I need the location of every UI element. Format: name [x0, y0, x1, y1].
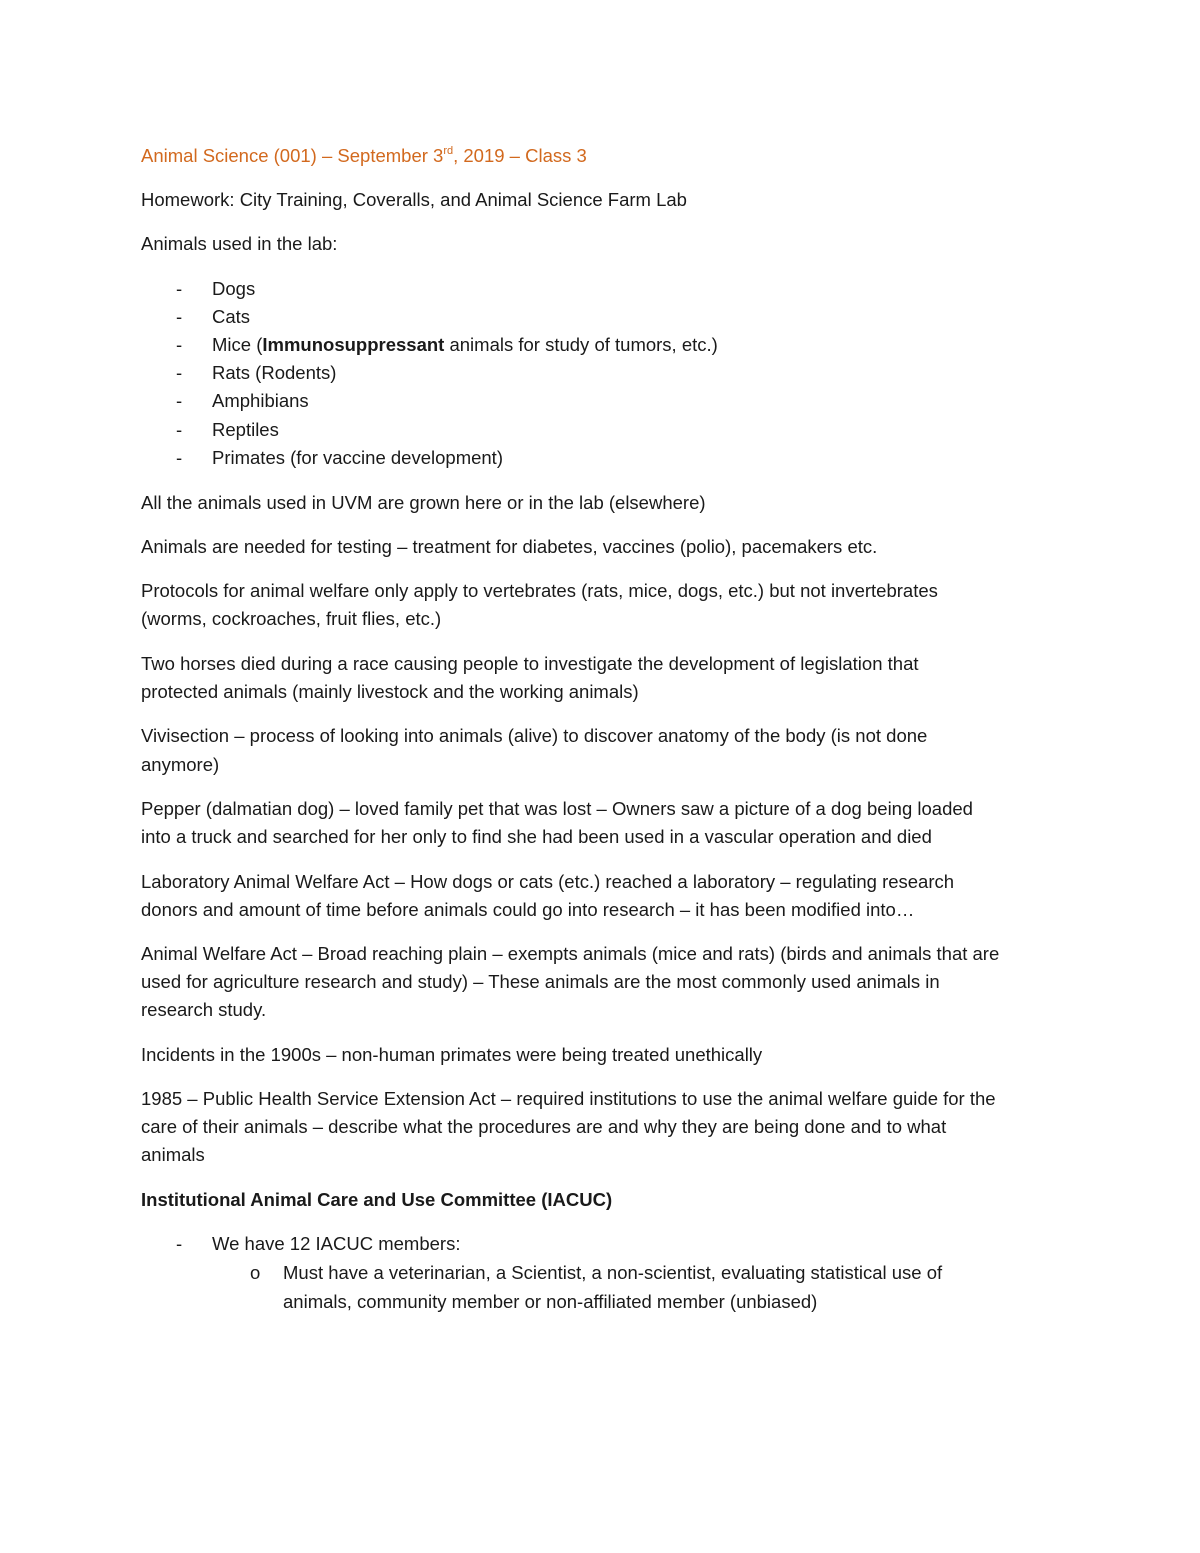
paragraph-line: Laboratory Animal Welfare Act – How dogs or cats (etc.) reached a laboratory – regulating research [141, 871, 955, 892]
list-item-dogs: Dogs [212, 278, 256, 299]
bullet-marker: - [176, 306, 183, 327]
sub-list-item-line: animals, community member or non-affiliated member (unbiased) [283, 1291, 818, 1312]
iacuc-heading: Institutional Animal Care and Use Committee (IACUC) [141, 1189, 613, 1210]
paragraph-line: anymore) [141, 754, 220, 775]
paragraph-line: Pepper (dalmatian dog) – loved family pet that was lost – Owners saw a picture of a dog being loaded [141, 798, 973, 819]
paragraph-line: Two horses died during a race causing people to investigate the development of legislation that [141, 653, 919, 674]
paragraph-line: donors and amount of time before animals could go into research – it has been modified into… [141, 899, 915, 920]
list-item-mice [212, 334, 718, 356]
bullet-marker: - [176, 362, 183, 383]
title-text-end: , 2019 – Class 3 [453, 145, 587, 166]
mice-text-end: animals for study of tumors, etc.) [444, 334, 718, 355]
bullet-marker: - [176, 334, 183, 355]
paragraph-testing: Animals are needed for testing – treatment for diabetes, vaccines (polio), pacemakers etc. [141, 536, 878, 557]
paragraph-line: used for agriculture research and study) – These animals are the most commonly used animals in [141, 971, 940, 992]
list-item-rats: Rats (Rodents) [212, 362, 337, 383]
mice-text: Mice ( [212, 334, 263, 355]
list-item-amphibians: Amphibians [212, 390, 309, 411]
paragraph-line: protected animals (mainly livestock and the working animals) [141, 681, 639, 702]
paragraph-line: animals [141, 1144, 205, 1165]
title-superscript: rd [443, 145, 454, 157]
mice-bold-text: Immunosuppressant [262, 334, 445, 355]
sub-bullet-marker: o [250, 1262, 261, 1283]
bullet-marker: - [176, 278, 183, 299]
homework-line: Homework: City Training, Coveralls, and Animal Science Farm Lab [141, 189, 687, 210]
document-title [141, 145, 587, 167]
list-item-primates: Primates (for vaccine development) [212, 447, 503, 468]
animals-heading: Animals used in the lab: [141, 233, 338, 254]
list-item-members: We have 12 IACUC members: [212, 1233, 461, 1254]
paragraph-animals-uvm: All the animals used in UVM are grown here or in the lab (elsewhere) [141, 492, 706, 513]
paragraph-line: (worms, cockroaches, fruit flies, etc.) [141, 608, 442, 629]
sub-list-item-line: Must have a veterinarian, a Scientist, a non-scientist, evaluating statistical use of [283, 1262, 943, 1283]
list-item-reptiles: Reptiles [212, 419, 279, 440]
paragraph-line: into a truck and searched for her only to find she had been used in a vascular operation and died [141, 826, 932, 847]
paragraph-line: 1985 – Public Health Service Extension Act – required institutions to use the animal welfare guide for the [141, 1088, 996, 1109]
bullet-marker: - [176, 1233, 183, 1254]
paragraph-line: Animal Welfare Act – Broad reaching plain – exempts animals (mice and rats) (birds and animals that are [141, 943, 1000, 964]
paragraph-line: research study. [141, 999, 267, 1020]
paragraph-incidents: Incidents in the 1900s – non-human primates were being treated unethically [141, 1044, 763, 1065]
paragraph-line: Vivisection – process of looking into animals (alive) to discover anatomy of the body (is not done [141, 725, 928, 746]
paragraph-line: care of their animals – describe what the procedures are and why they are being done and to what [141, 1116, 947, 1137]
bullet-marker: - [176, 390, 183, 411]
bullet-marker: - [176, 447, 183, 468]
bullet-marker: - [176, 419, 183, 440]
paragraph-line: Protocols for animal welfare only apply to vertebrates (rats, mice, dogs, etc.) but not invertebrates [141, 580, 938, 601]
list-item-cats: Cats [212, 306, 251, 327]
title-text: Animal Science (001) – September 3 [141, 145, 444, 166]
